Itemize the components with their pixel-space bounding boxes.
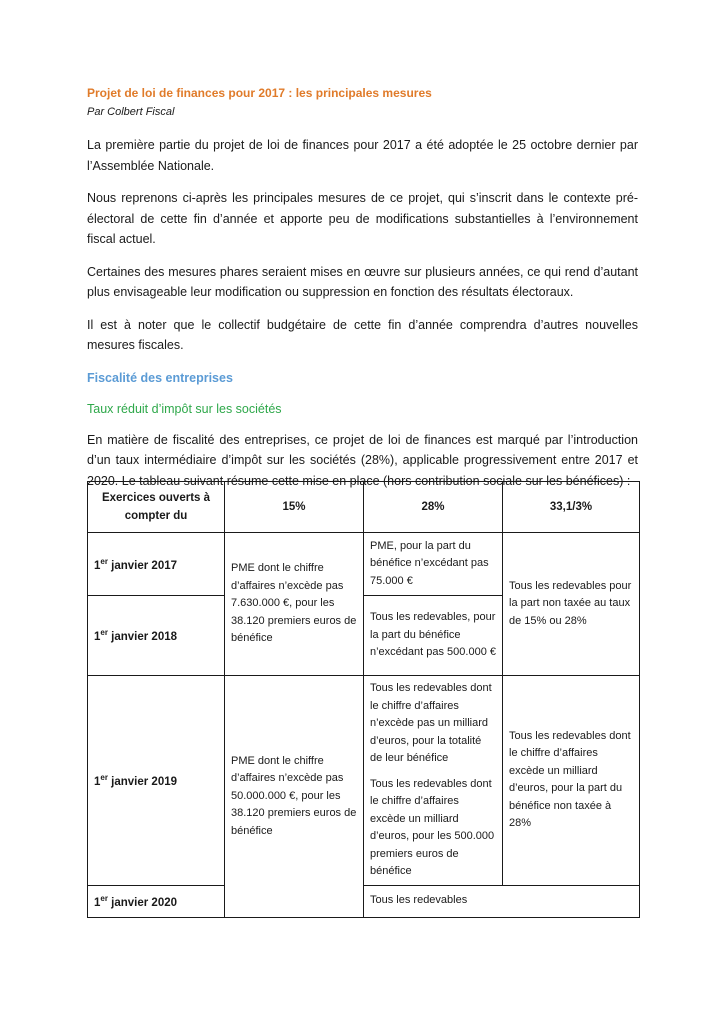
document-author: Par Colbert Fiscal (87, 106, 175, 118)
table-header-row (88, 482, 640, 533)
rate28-2017: PME, pour la part du bénéfice n’excédant pas 75.000 € (364, 533, 503, 596)
pme-2019-2020: PME dont le chiffre d’affaires n’excède pas 50.000.000 €, pour les 38.120 premiers euros de bénéfice (225, 676, 364, 918)
table-row (88, 885, 640, 917)
rate28-2019 (364, 676, 503, 886)
pme-2017-2018: PME dont le chiffre d’affaires n’excède pas 7.630.000 €, pour les 38.120 premiers euros de bénéfice (225, 533, 364, 676)
rate33-2017-2018: Tous les redevables pour la part non taxée au taux de 15% ou 28% (503, 533, 640, 676)
paragraph-1: La première partie du projet de loi de finances pour 2017 a été adoptée le 25 octobre dernier par l’Assemblée Nationale. (87, 138, 638, 173)
rate28-2018: Tous les redevables, pour la part du bénéfice n’excédant pas 500.000 € (364, 596, 503, 676)
header-15: 15% (225, 482, 364, 533)
date-2020: 1er janvier 2020 (88, 885, 225, 917)
table-row (88, 533, 640, 596)
subsection-heading: Taux réduit d’impôt sur les sociétés (87, 401, 282, 416)
paragraph-2: Nous reprenons ci-après les principales mesures de ce projet, qui s’inscrit dans le contexte pré-électoral de cette fin d’année et apporte peu de modifications substantielles à l’environnement fiscal actuel. (87, 191, 638, 246)
date-2018: 1er janvier 2018 (88, 596, 225, 676)
document-title: Projet de loi de finances pour 2017 : les principales mesures (87, 86, 432, 100)
rate28-2019-over-billion: Tous les redevables dont le chiffre d’affaires excède un milliard d’euros, pour les 500.000 premiers euros de bénéfice (370, 777, 495, 877)
date-2019: 1er janvier 2019 (88, 676, 225, 886)
table-row (88, 676, 640, 886)
table-intro: En matière de fiscalité des entreprises, ce projet de loi de finances est marqué par l’introduction d’un taux intermédiaire d’impôt sur les sociétés (28%), applicable progressivement entre 2017 et 2020. Le tableau suivant résume cette mise en place (hors contribution sociale sur les bénéfices) : (87, 432, 638, 488)
section-heading: Fiscalité des entreprises (87, 370, 233, 385)
document-body (87, 84, 638, 491)
paragraph-3: Certaines des mesures phares seraient mises en œuvre sur plusieurs années, ce qui rend d’autant plus envisageable leur modification ou suppression en fonction des résultats électoraux. (87, 264, 638, 299)
rate33-2019: Tous les redevables dont le chiffre d’affaires excède un milliard d’euros, pour la part du bénéfice non taxée à 28% (503, 676, 640, 886)
header-33: 33,1/3% (503, 482, 640, 533)
header-exercices: Exercices ouverts à compter du (88, 482, 225, 533)
date-2017: 1er janvier 2017 (88, 533, 225, 596)
paragraph-4: Il est à noter que le collectif budgétaire de cette fin d’année comprendra d’autres nouvelles mesures fiscales. (87, 317, 638, 352)
header-28: 28% (364, 482, 503, 533)
rate28-2019-under-billion: Tous les redevables dont le chiffre d’affaires n’excède pas un milliard d’euros, pour la totalité de leur bénéfice (370, 682, 492, 764)
rate28-2020: Tous les redevables (364, 885, 640, 917)
tax-rate-table (87, 481, 640, 918)
